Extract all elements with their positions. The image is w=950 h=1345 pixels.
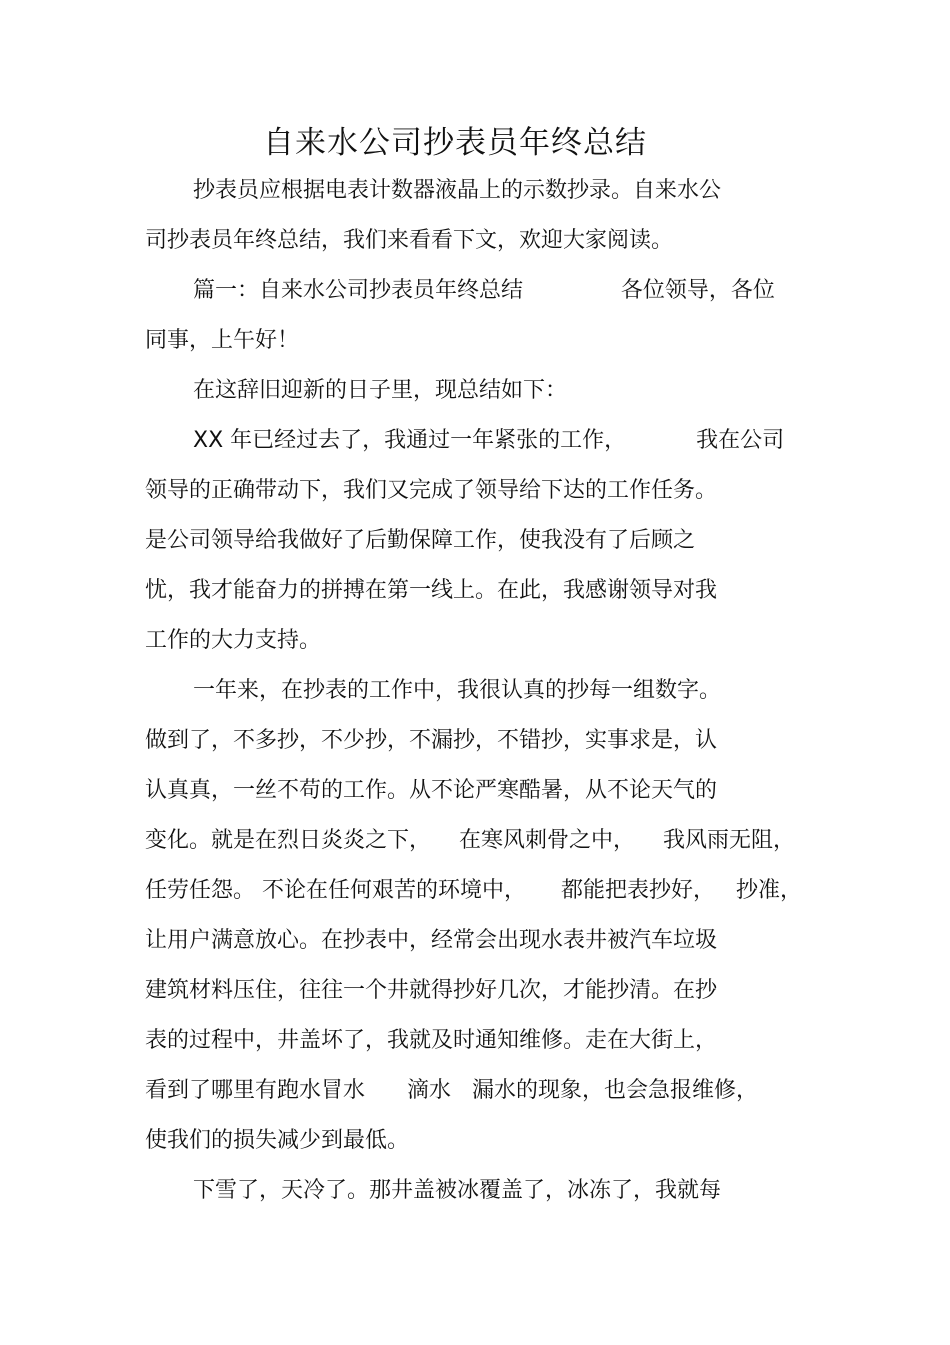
text-line: 任劳任怨。 不论在任何艰苦的环境中， 都能把表抄好， 抄准， — [145, 878, 802, 903]
text-line: 篇一：自来水公司抄表员年终总结 各位领导，各位 — [193, 278, 775, 303]
text-line: 忧，我才能奋力的拼搏在第一线上。在此，我感谢领导对我 — [145, 578, 718, 603]
text-line: 抄表员应根据电表计数器液晶上的示数抄录。自来水公 — [193, 178, 722, 203]
text-line: 司抄表员年终总结，我们来看看下文，欢迎大家阅读。 — [145, 228, 674, 253]
text-line: 让用户满意放心。在抄表中，经常会出现水表井被汽车垃圾 — [145, 928, 718, 953]
text-line: 做到了，不多抄，不少抄，不漏抄，不错抄，实事求是，认 — [145, 728, 718, 753]
text-line: 建筑材料压住，往往一个井就得抄好几次，才能抄清。在抄 — [145, 978, 718, 1003]
text-line: 在这辞旧迎新的日子里，现总结如下： — [193, 378, 568, 403]
document-title: 自来水公司抄表员年终总结 — [263, 125, 647, 161]
text-line: 使我们的损失减少到最低。 — [145, 1128, 410, 1153]
text-line: 工作的大力支持。 — [145, 628, 322, 653]
text-line: 认真真，一丝不苟的工作。从不论严寒酷暑，从不论天气的 — [145, 778, 718, 803]
text-line: XX 年已经过去了，我通过一年紧张的工作， 我在公司 — [193, 428, 785, 453]
text-line: 同事，上午好！ — [145, 328, 300, 353]
text-line: 是公司领导给我做好了后勤保障工作，使我没有了后顾之 — [145, 528, 696, 553]
text-line: 表的过程中，井盖坏了，我就及时通知维修。走在大街上， — [145, 1028, 718, 1053]
text-line: 变化。就是在烈日炎炎之下， 在寒风刺骨之中， 我风雨无阻， — [145, 828, 795, 853]
text-line: 看到了哪里有跑水冒水 滴水 漏水的现象，也会急报维修， — [145, 1078, 758, 1103]
text-line: 领导的正确带动下，我们又完成了领导给下达的工作任务。 — [145, 478, 718, 503]
text-line: 一年来，在抄表的工作中，我很认真的抄每一组数字。 — [193, 678, 722, 703]
text-line: 下雪了，天冷了。那井盖被冰覆盖了，冰冻了，我就每 — [193, 1178, 722, 1203]
